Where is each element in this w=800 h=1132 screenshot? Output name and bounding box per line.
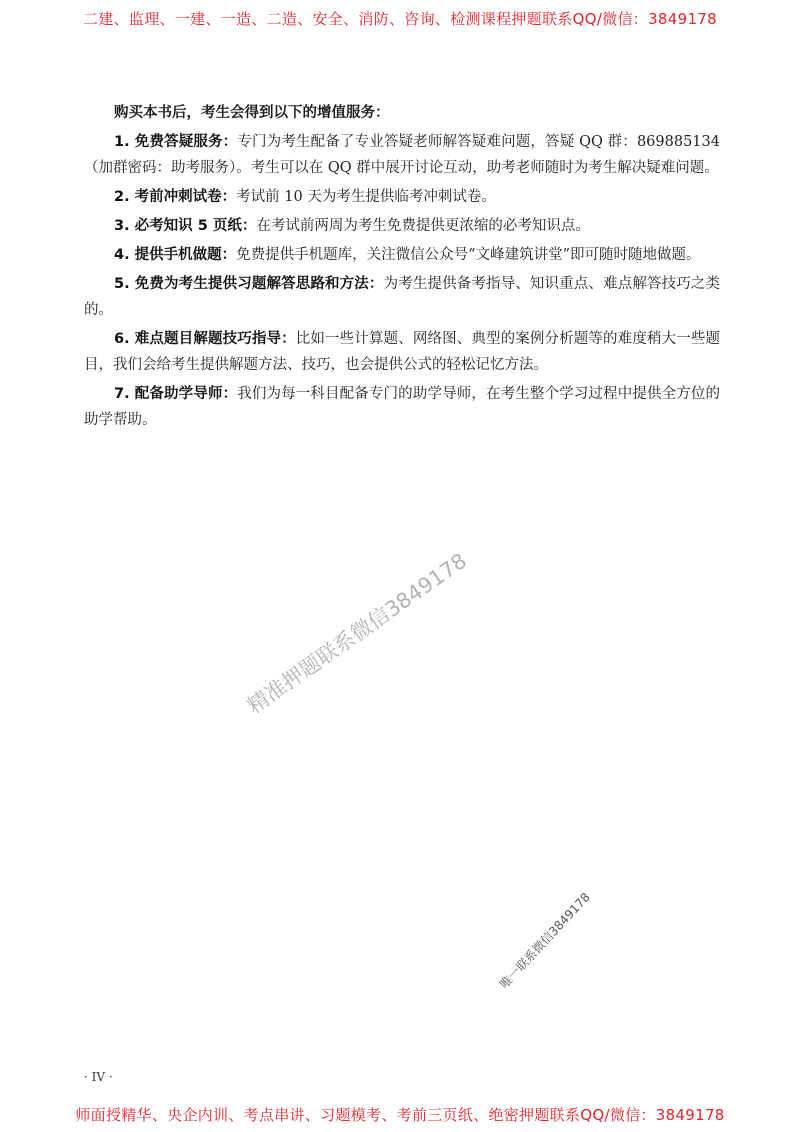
service-item-6 bbox=[84, 326, 720, 378]
service-item-text: 为考生提供备考指导、知识重点、难点解答技巧之类的。 bbox=[84, 276, 720, 318]
service-item-text: 考试前 10 天为考生提供临考冲刺试卷。 bbox=[236, 189, 496, 205]
service-item-title: 7. 配备助学导师： bbox=[114, 386, 238, 402]
watermark-small: 唯一联系微信3849178 bbox=[497, 890, 593, 992]
service-item-text: 免费提供手机题库，关注微信公众号“文峰建筑讲堂”即可随时随地做题。 bbox=[236, 247, 701, 263]
top-ad-banner: 二建、监理、一建、一造、二造、安全、消防、咨询、检测课程押题联系QQ/微信：3849178 bbox=[83, 10, 717, 28]
service-item-1 bbox=[84, 129, 720, 181]
service-item-text: 专门为考生配备了专业答疑老师解答疑难问题，答疑 QQ 群：869885134（加群密码：助考服务）。考生可以在 QQ 群中展开讨论互动，助考老师随时为考生解决疑难问题。 bbox=[84, 134, 720, 176]
service-item-7 bbox=[84, 381, 720, 433]
service-item-text: 在考试前两周为考生免费提供更浓缩的必考知识点。 bbox=[256, 218, 590, 234]
service-item-text: 比如一些计算题、网络图、典型的案例分析题等的难度稍大一些题目，我们会给考生提供解题方法、技巧，也会提供公式的轻松记忆方法。 bbox=[84, 331, 720, 373]
service-item-title: 5. 免费为考生提供习题解答思路和方法： bbox=[114, 276, 384, 292]
bottom-ad-banner: 师面授精华、央企内训、考点串讲、习题模考、考前三页纸、绝密押题联系QQ/微信：3849178 bbox=[75, 1106, 725, 1124]
service-item-5 bbox=[84, 271, 720, 323]
services-intro: 购买本书后，考生会得到以下的增值服务： bbox=[114, 105, 390, 121]
service-item-title: 3. 必考知识 5 页纸： bbox=[114, 218, 257, 234]
service-item-title: 2. 考前冲刺试卷： bbox=[114, 189, 237, 205]
service-item-2 bbox=[84, 184, 720, 210]
service-item-3 bbox=[84, 213, 720, 239]
services-section bbox=[84, 100, 720, 436]
service-item-text: 我们为每一科目配备专门的助学导师，在考生整个学习过程中提供全方位的助学帮助。 bbox=[84, 386, 720, 428]
service-item-4 bbox=[84, 242, 720, 268]
service-item-title: 1. 免费答疑服务： bbox=[114, 134, 238, 150]
service-item-title: 4. 提供手机做题： bbox=[114, 247, 237, 263]
page-number: · IV · bbox=[84, 1070, 113, 1084]
watermark-large: 精准押题联系微信3849178 bbox=[243, 548, 472, 719]
service-item-title: 6. 难点题目解题技巧指导： bbox=[114, 331, 296, 347]
